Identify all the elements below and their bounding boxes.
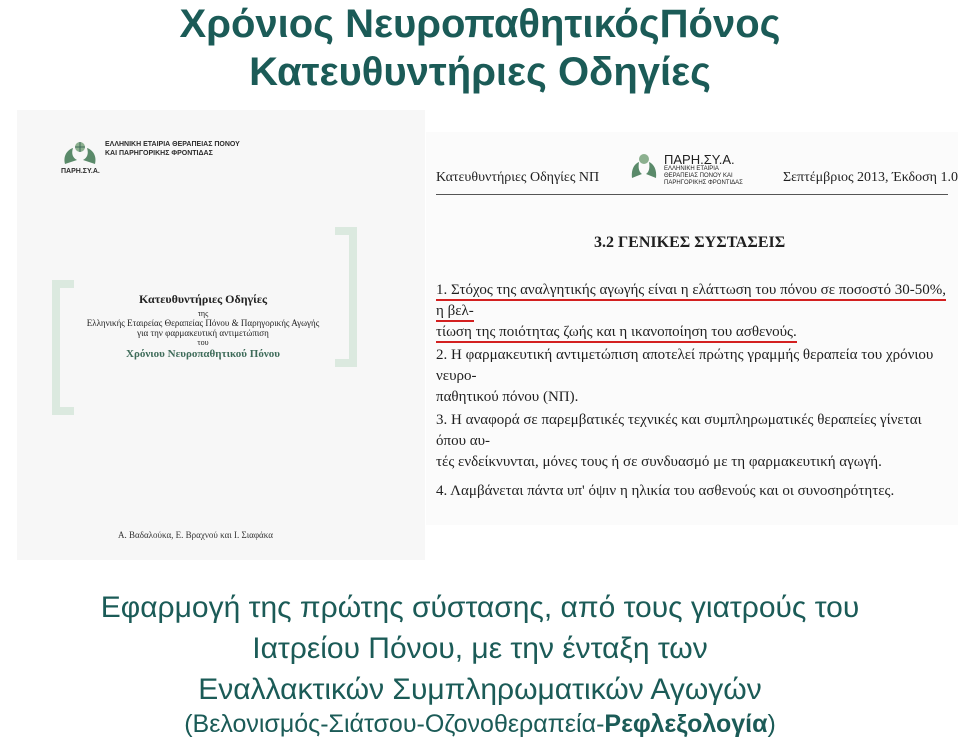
recommendation-4: 4. Λαμβάνεται πάντα υπ' όψιν η ηλικία του ασθενούς και οι συνοσηρότητες.	[436, 483, 895, 499]
cover-org-name: ΕΛΛΗΝΙΚΗ ΕΤΑΙΡΙΑ ΘΕΡΑΠΕΙΑΣ ΠΟΝΟΥ ΚΑΙ ΠΑΡΗΓΟΡΙΚΗΣ ΦΡΟΝΤΙΔΑΣ	[105, 141, 240, 157]
caption-line1: Εφαρμογή της πρώτης σύστασης, από τους γιατρούς του	[100, 591, 860, 624]
cover-line2: της	[197, 309, 209, 318]
page-header-right: Σεπτέμβριος 2013, Έκδοση 1.0	[783, 170, 958, 185]
slide-title-line2: Κατευθυντήριες Οδηγίες	[249, 50, 711, 94]
cover-line3: Ελληνικής Εταιρείας Θεραπείας Πόνου & Παρηγορικής Αγωγής	[86, 318, 320, 328]
page-header-left: Κατευθυντήριες Οδηγίες ΝΠ	[436, 170, 600, 185]
caption-line4	[0, 708, 960, 740]
page-header-rule	[436, 194, 948, 195]
page-header-abbr: ΠΑΡΗ.ΣΥ.Α.	[664, 152, 735, 167]
recommendation-1-line-b: τίωση της ποιότητας ζωής και η ικανοποίηση του ασθενούς.	[436, 324, 797, 343]
caption-line4-reflexology: Ρεφλεξολογία	[604, 710, 768, 738]
caption-line3: Εναλλακτικών Συμπληρωματικών Αγωγών	[198, 673, 762, 706]
hands-logo-icon	[630, 150, 658, 180]
cover-line1: Κατευθυντήριες Οδηγίες	[138, 292, 268, 306]
booklet-cover-image	[17, 110, 425, 560]
caption-line2: Ιατρείου Πόνου, με την ένταξη των	[252, 632, 708, 665]
recommendation-2-line-b: παθητικού πόνου (ΝΠ).	[436, 389, 579, 405]
section-heading: 3.2 ΓΕΝΙΚΕΣ ΣΥΣΤΑΣΕΙΣ	[594, 234, 786, 251]
recommendation-2-line-a: 2. Η φαρμακευτική αντιμετώπιση αποτελεί πρώτης γραμμής θεραπεία του χρόνιου νευρο-	[436, 347, 934, 384]
caption-line4-prefix: (Βελονισμός-Σιάτσου-Οζονοθεραπεία-	[184, 710, 605, 738]
recommendation-3-line-a: 3. Η αναφορά σε παρεμβατικές τεχνικές και συμπληρωματικές θεραπείες γίνεται όπου αυ-	[436, 412, 922, 449]
page-header-org: ΕΛΛΗΝΙΚΗ ΕΤΑΙΡΙΑ ΘΕΡΑΠΕΙΑΣ ΠΟΝΟΥ ΚΑΙ ΠΑΡΗΓΟΡΙΚΗΣ ΦΡΟΝΤΙΔΑΣ	[664, 166, 743, 186]
cover-org-abbr: ΠΑΡΗ.ΣΥ.Α.	[61, 168, 100, 175]
recommendation-1-line-a: 1. Στόχος της αναλγητικής αγωγής είναι η ελάττωση του πόνου σε ποσοστό 30-50%, η βελ-	[436, 282, 946, 322]
cover-title-block	[53, 280, 353, 380]
cover-line5: του	[197, 338, 209, 347]
slide-title-line1: Χρόνιος ΝευροπαθητικόςΠόνος	[179, 2, 781, 46]
guideline-page-image	[426, 132, 958, 525]
recommendation-3-line-b: τές ενδείκνυνται, μόνες τους ή σε συνδυασμό με τη φαρμακευτική αγωγή.	[436, 454, 882, 470]
caption-line4-suffix: )	[767, 710, 776, 738]
recommendation-1	[436, 280, 948, 343]
cover-authors: Α. Βαδαλούκα, Ε. Βραχνού και Ι. Σιαφάκα	[118, 530, 273, 540]
cover-line6: Χρόνιου Νευροπαθητικού Πόνου	[126, 348, 280, 360]
hands-logo-icon	[61, 138, 99, 166]
cover-line4: για την φαρμακευτική αντιμετώπιση	[137, 328, 269, 338]
recommendation-3	[436, 410, 948, 473]
recommendation-2	[436, 345, 948, 408]
